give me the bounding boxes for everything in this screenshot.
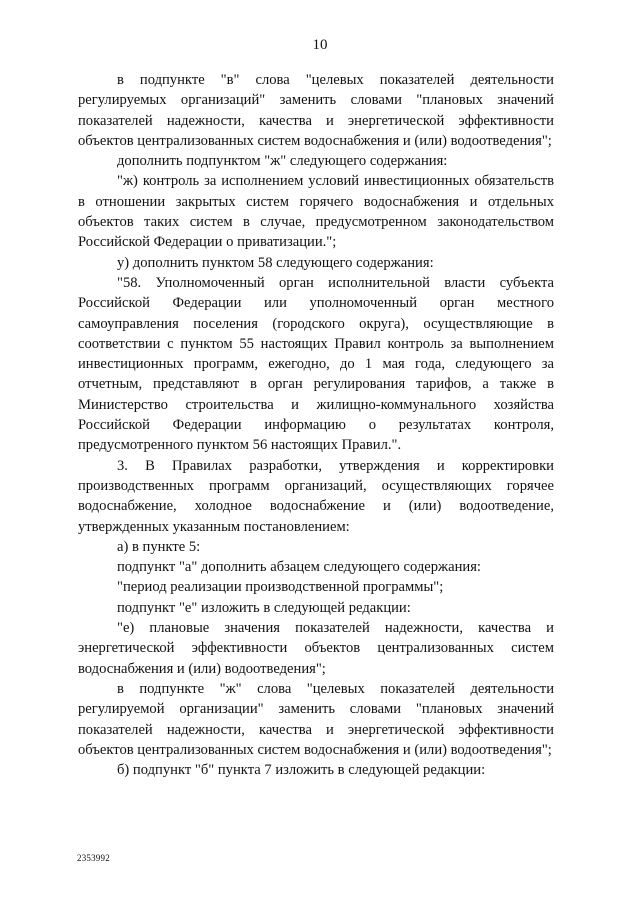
paragraph: б) подпункт "б" пункта 7 изложить в следующей редакции: bbox=[117, 762, 486, 779]
paragraph: 3. В Правилах разработки, утверждения и корректировки производственных программ организаций, осуществляющих горячее водоснабжение, холодное водоснабжение и (или) водоотведение, утвержденных указанным постановлением: bbox=[78, 457, 554, 535]
paragraph: дополнить подпунктом "ж" следующего содержания: bbox=[117, 153, 448, 170]
paragraph: подпункт "е" изложить в следующей редакции: bbox=[117, 599, 411, 616]
paragraph: "ж) контроль за исполнением условий инвестиционных обязательств в отношении закрытых систем горячего водоснабжения и отдельных объектов таких систем в случае, предусмотренном законодательством Российской Федерации о приватизации."; bbox=[78, 173, 554, 251]
paragraph: у) дополнить пунктом 58 следующего содержания: bbox=[117, 254, 434, 271]
document-id: 2353992 bbox=[77, 853, 110, 863]
paragraph: подпункт "а" дополнить абзацем следующего содержания: bbox=[117, 559, 481, 576]
document-body bbox=[78, 70, 554, 780]
paragraph: "период реализации производственной программы"; bbox=[117, 579, 444, 596]
page-number: 10 bbox=[312, 37, 328, 53]
paragraph: "е) плановые значения показателей надежности, качества и энергетической эффективности объектов централизованных систем водоснабжения и (или) водоотведения"; bbox=[78, 620, 554, 677]
paragraph: а) в пункте 5: bbox=[117, 538, 201, 555]
paragraph: в подпункте "в" слова "целевых показателей деятельности регулируемых организаций" заменить словами "плановых значений показателей надежности, качества и энергетической эффективности объектов централизованных систем водоснабжения и (или) водоотведения"; bbox=[78, 72, 554, 149]
paragraph: в подпункте "ж" слова "целевых показателей деятельности регулируемой организации" заменить словами "плановых значений показателей надежности, качества и энергетической эффективности объектов централизованных систем водоснабжения и (или) водоотведения"; bbox=[78, 680, 554, 758]
paragraph: "58. Уполномоченный орган исполнительной власти субъекта Российской Федерации или уполномоченный орган местного самоуправления поселения (городского округа), осуществляющие в соответствии с пунктом 55 настоящих Правил контроль за выполнением инвестиционных программ, ежегодно, до 1 мая года, следующего за отчетным, представляют в орган регулирования тарифов, а также в Министерство строительства и жилищно-коммунального хозяйства Российской Федерации информацию о результатах контроля, предусмотренного пунктом 56 настоящих Правил.". bbox=[78, 274, 554, 454]
